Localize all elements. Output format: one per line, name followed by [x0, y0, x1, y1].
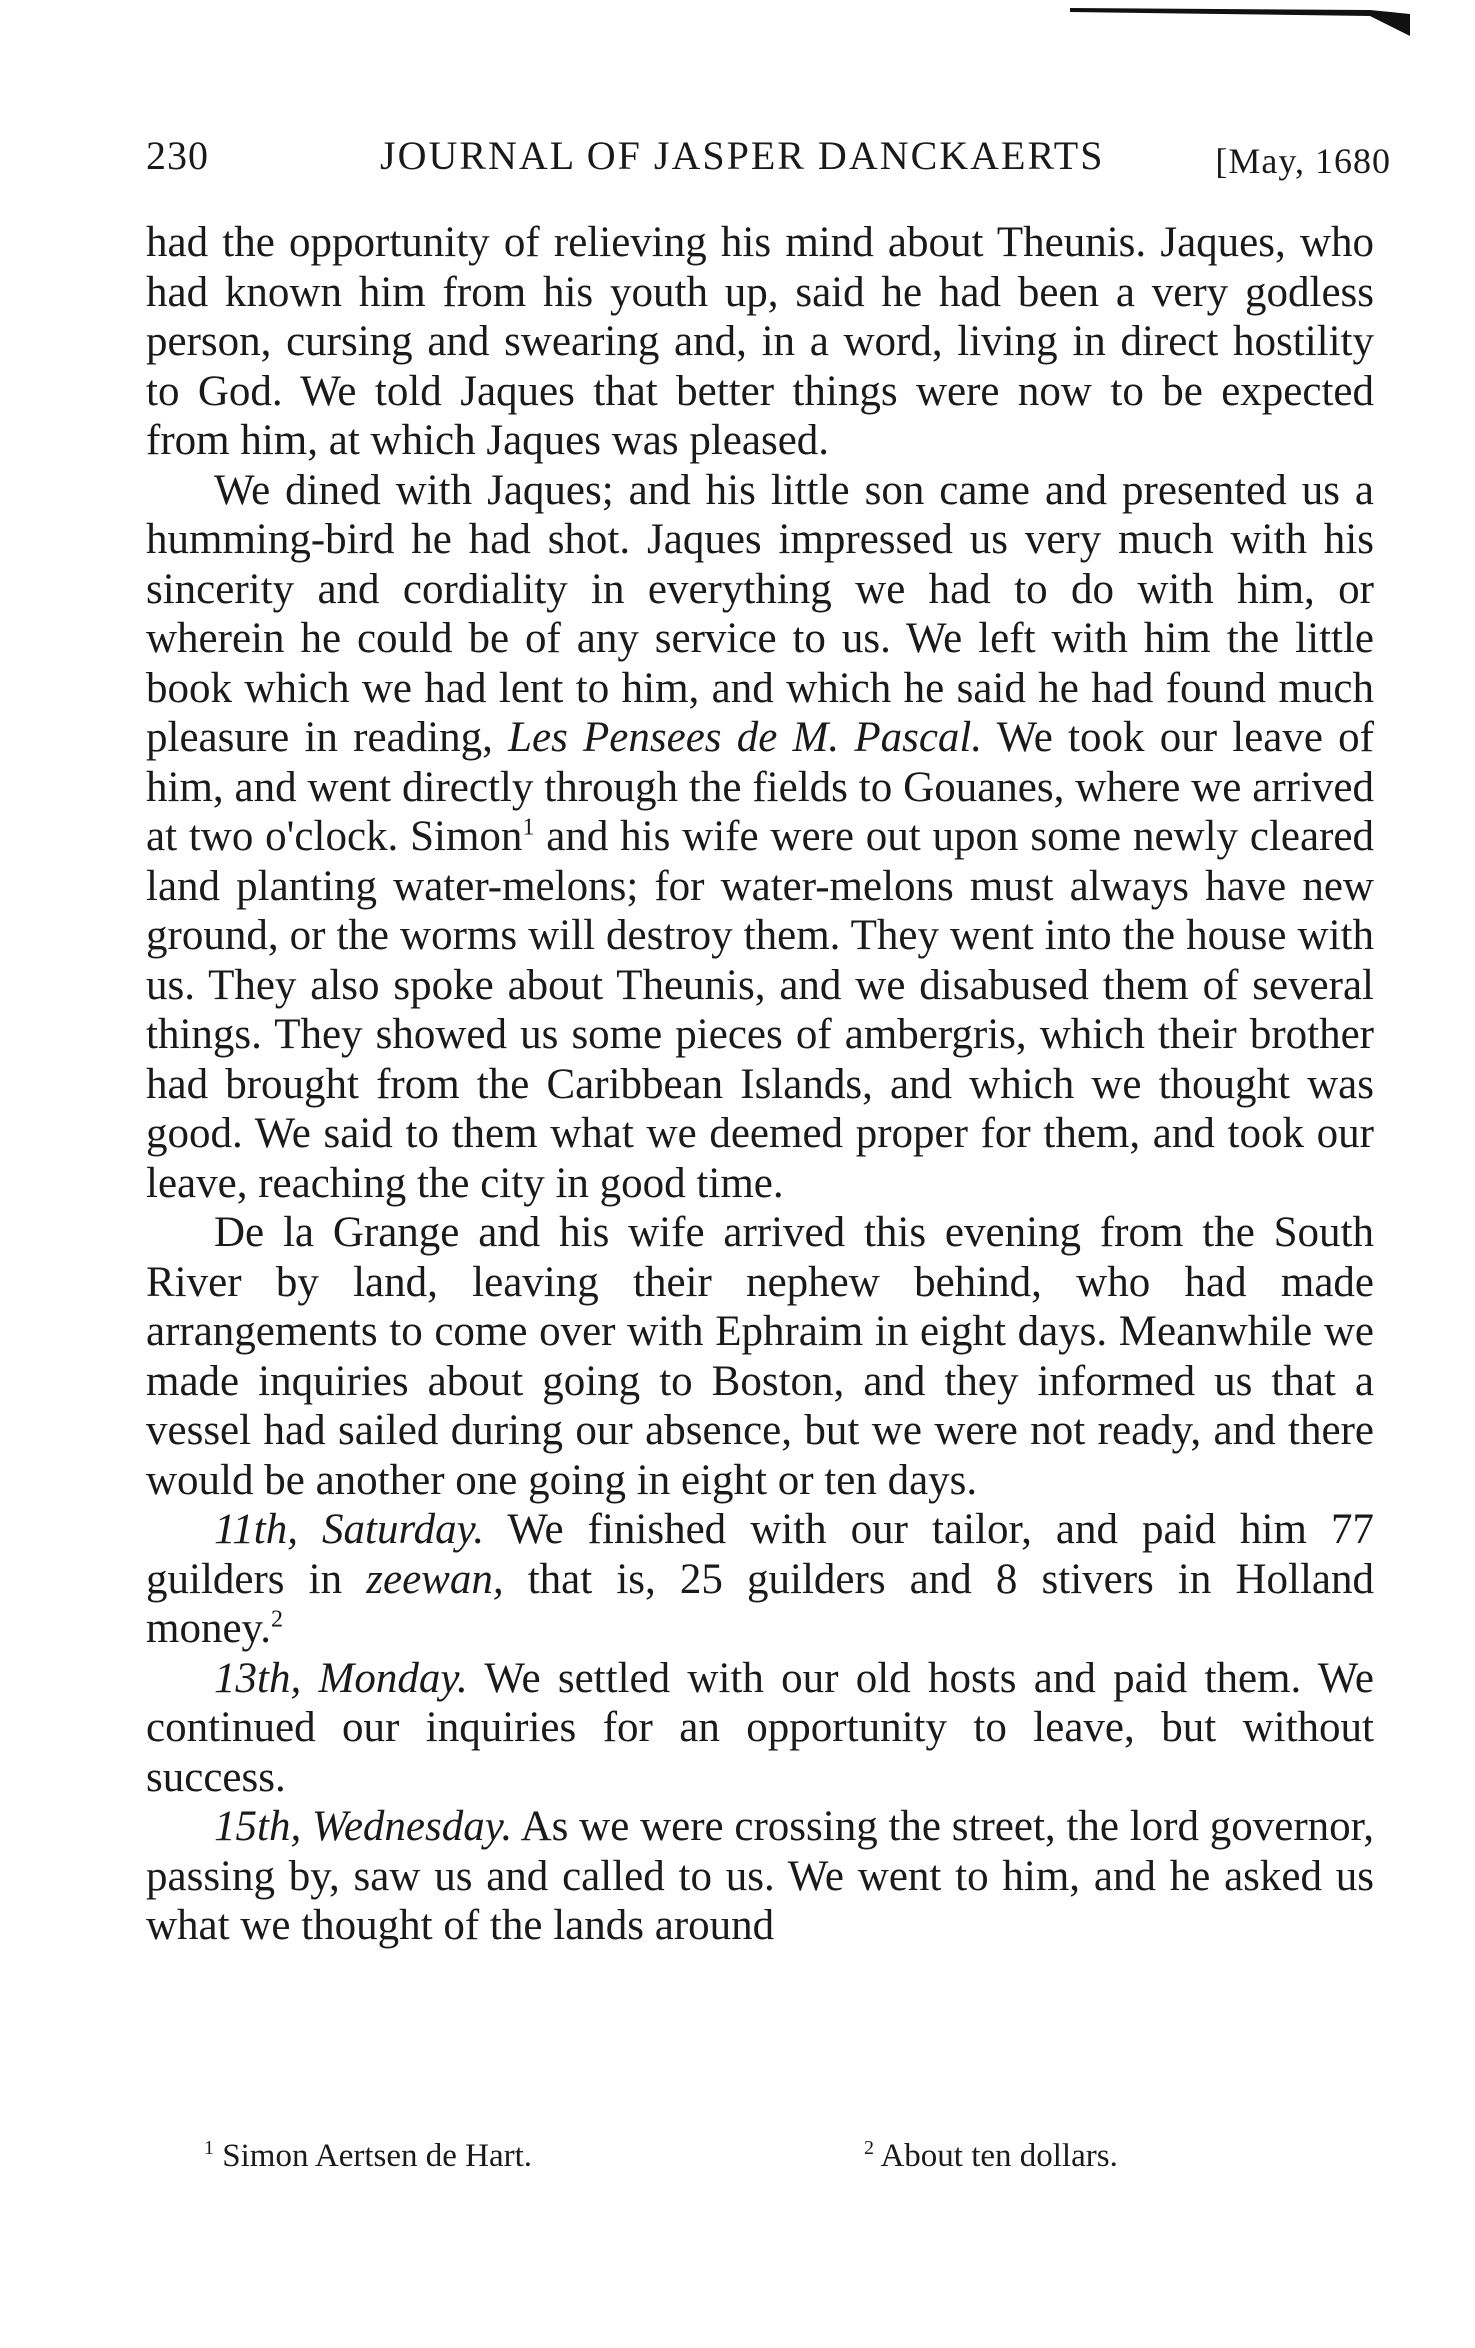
- journal-body: [146, 218, 1374, 1951]
- paragraph-text: We settled with our old hosts and paid them. We continued our inquiries for an opportunity to leave, but without success.: [146, 1654, 1374, 1801]
- paragraph-text: De la Grange and his wife arrived this evening from the South River by land, leaving their nephew behind, who had made arrangements to come over with Ephraim in eight days. Meanwhile we made inquiries about going to Boston, and they informed us that a vessel had sailed during our absence, but we were not ready, and there would be another one going in eight or ten days.: [146, 1209, 1374, 1504]
- footnotes: [204, 2138, 1224, 2188]
- date-note: [May, 1680: [1215, 141, 1391, 181]
- paragraph-text: and his wife were out upon some newly cleared land planting water-melons; for water-melons must always have new ground, or the worms will destroy them. They went into the house with us. They also spoke about Theunis, and we disabused them of several things. They showed us some pieces of ambergris, which their brother had brought from the Caribbean Islands, and which we thought was good. We said to them what we deemed proper for them, and took our leave, reaching the city in good time.: [146, 813, 1374, 1207]
- footnote-2-text: About ten dollars.: [880, 2138, 1118, 2174]
- page-number: 230: [146, 133, 209, 178]
- italic-term: zeewan,: [366, 1555, 504, 1603]
- paragraph-2: [146, 466, 1374, 1209]
- paragraph-text: We dined with Jaques; and his little son came and presented us a humming-bird he had shot. Jaques impressed us very much with his sincerity and cordiality in everything we had to do with him, or wherein he could be of any service to us. We left with him the little book which we had lent to him, and which he said he had found much pleasure in reading,: [146, 466, 1374, 761]
- paragraph-1: [146, 218, 1374, 466]
- scan-edge-mark: [1070, 0, 1410, 40]
- footnote-1: [204, 2138, 532, 2175]
- footnote-2-marker: 2: [864, 2137, 874, 2159]
- paragraph-text: We took our leave of him, and went directly through the fields to Gouanes, where we arrived at two o'clock. Simon: [146, 714, 1375, 860]
- paragraph-6: [146, 1802, 1374, 1951]
- footnote-marker-2: 2: [271, 1606, 283, 1633]
- book-title: Les Pensees de M. Pascal.: [508, 714, 983, 761]
- paragraph-text: that is, 25 guilders and 8 stivers in Holland money.: [146, 1555, 1375, 1652]
- paragraph-3: [146, 1208, 1374, 1505]
- footnote-marker-1: 1: [522, 814, 535, 841]
- running-title: JOURNAL OF JASPER DANCKAERTS: [380, 133, 1105, 178]
- footnote-1-marker: 1: [204, 2137, 214, 2159]
- paragraph-text: As we were crossing the street, the lord governor, passing by, saw us and called to us. We went to him, and he asked us what we thought of the lands around: [146, 1803, 1375, 1949]
- paragraph-text: had the opportunity of relieving his mind about Theunis. Jaques, who had known him from his youth up, said he had been a very godless person, cursing and swearing and, in a word, living in direct hostility to God. We told Jaques that better things were now to be expected from him, at which Jaques was pleased.: [146, 219, 1374, 464]
- footnote-2: [864, 2138, 1118, 2175]
- entry-date: 15th, Wednesday.: [214, 1803, 513, 1850]
- running-header: [146, 122, 1391, 182]
- entry-date: 11th, Saturday.: [214, 1506, 485, 1553]
- paragraph-4: [146, 1505, 1374, 1654]
- paragraph-5: [146, 1654, 1374, 1803]
- paragraph-text: We finished with our tailor, and paid him 77 guilders in: [146, 1506, 1374, 1603]
- entry-date: 13th, Monday.: [214, 1654, 468, 1702]
- footnote-1-text: Simon Aertsen de Hart.: [222, 2138, 533, 2174]
